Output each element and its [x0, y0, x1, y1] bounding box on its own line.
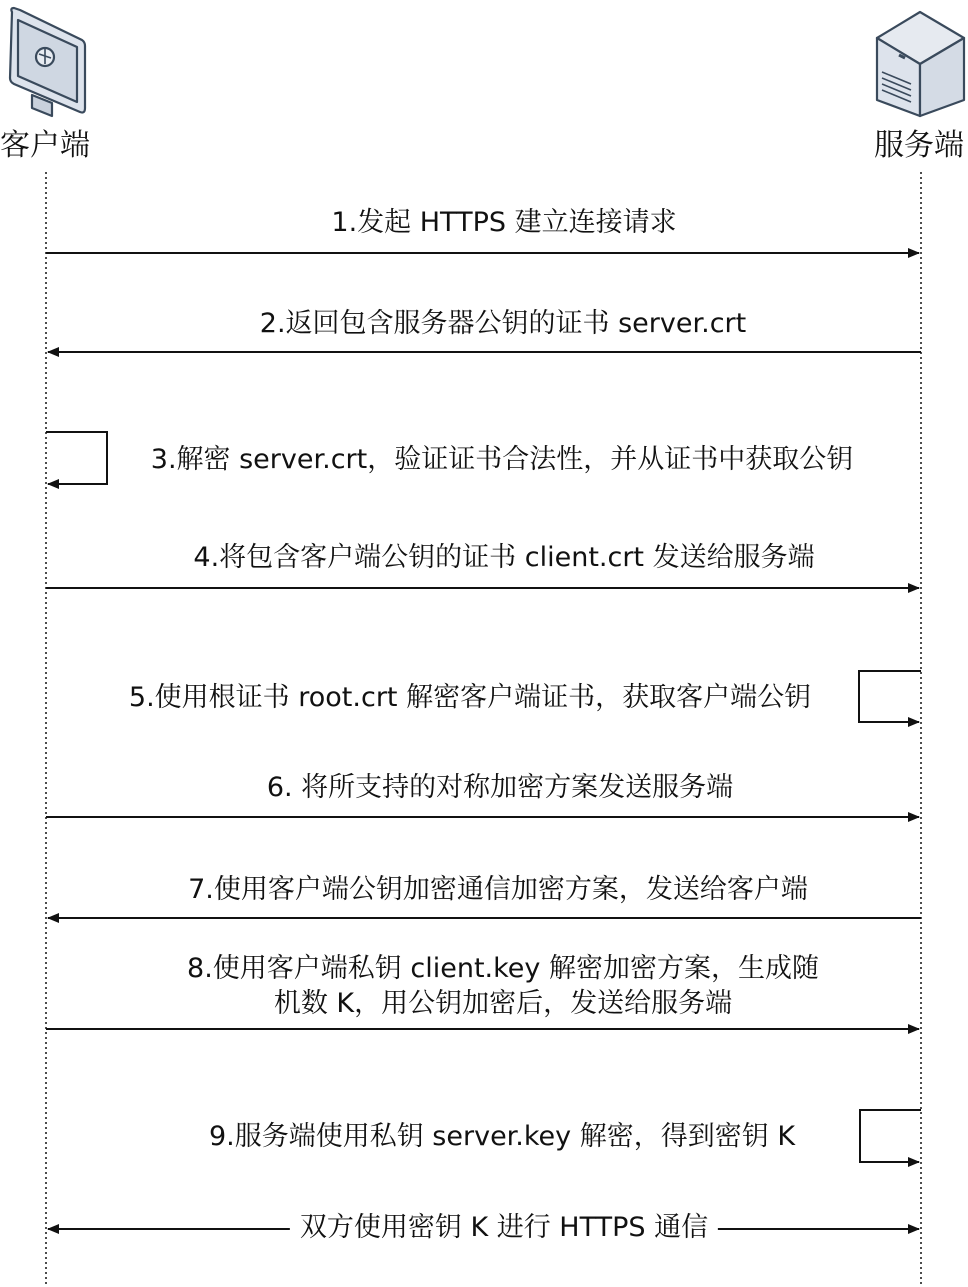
message-arrow-3 — [46, 432, 107, 484]
message-label-2: 2.返回包含服务器公钥的证书 server.crt — [259, 308, 747, 339]
client-actor-label: 客户端 — [0, 128, 90, 163]
message-label-1: 1.发起 HTTPS 建立连接请求 — [331, 207, 677, 238]
message-label-7: 7.使用客户端公钥加密通信加密方案，发送给客户端 — [188, 874, 808, 905]
message-label-9: 9.服务端使用私钥 server.key 解密，得到密钥 K — [208, 1121, 796, 1152]
server-tower-icon — [877, 12, 964, 116]
message-arrow-9 — [860, 1110, 921, 1162]
message-label-5: 5.使用根证书 root.crt 解密客户端证书，获取客户端公钥 — [128, 682, 812, 713]
message-label-10: 双方使用密钥 K 进行 HTTPS 通信 — [290, 1211, 718, 1245]
monitor-icon — [10, 8, 85, 116]
message-label-6: 6. 将所支持的对称加密方案发送服务端 — [266, 772, 734, 803]
message-label-3: 3.解密 server.crt，验证证书合法性，并从证书中获取公钥 — [150, 444, 854, 475]
message-label-8-line1: 8.使用客户端私钥 client.key 解密加密方案，生成随 — [187, 953, 819, 984]
server-actor-label: 服务端 — [874, 128, 964, 163]
message-label-8-line2: 机数 K，用公钥加密后，发送给服务端 — [273, 988, 733, 1019]
message-label-4: 4.将包含客户端公钥的证书 client.crt 发送给服务端 — [193, 542, 815, 573]
message-arrow-5 — [859, 671, 921, 722]
